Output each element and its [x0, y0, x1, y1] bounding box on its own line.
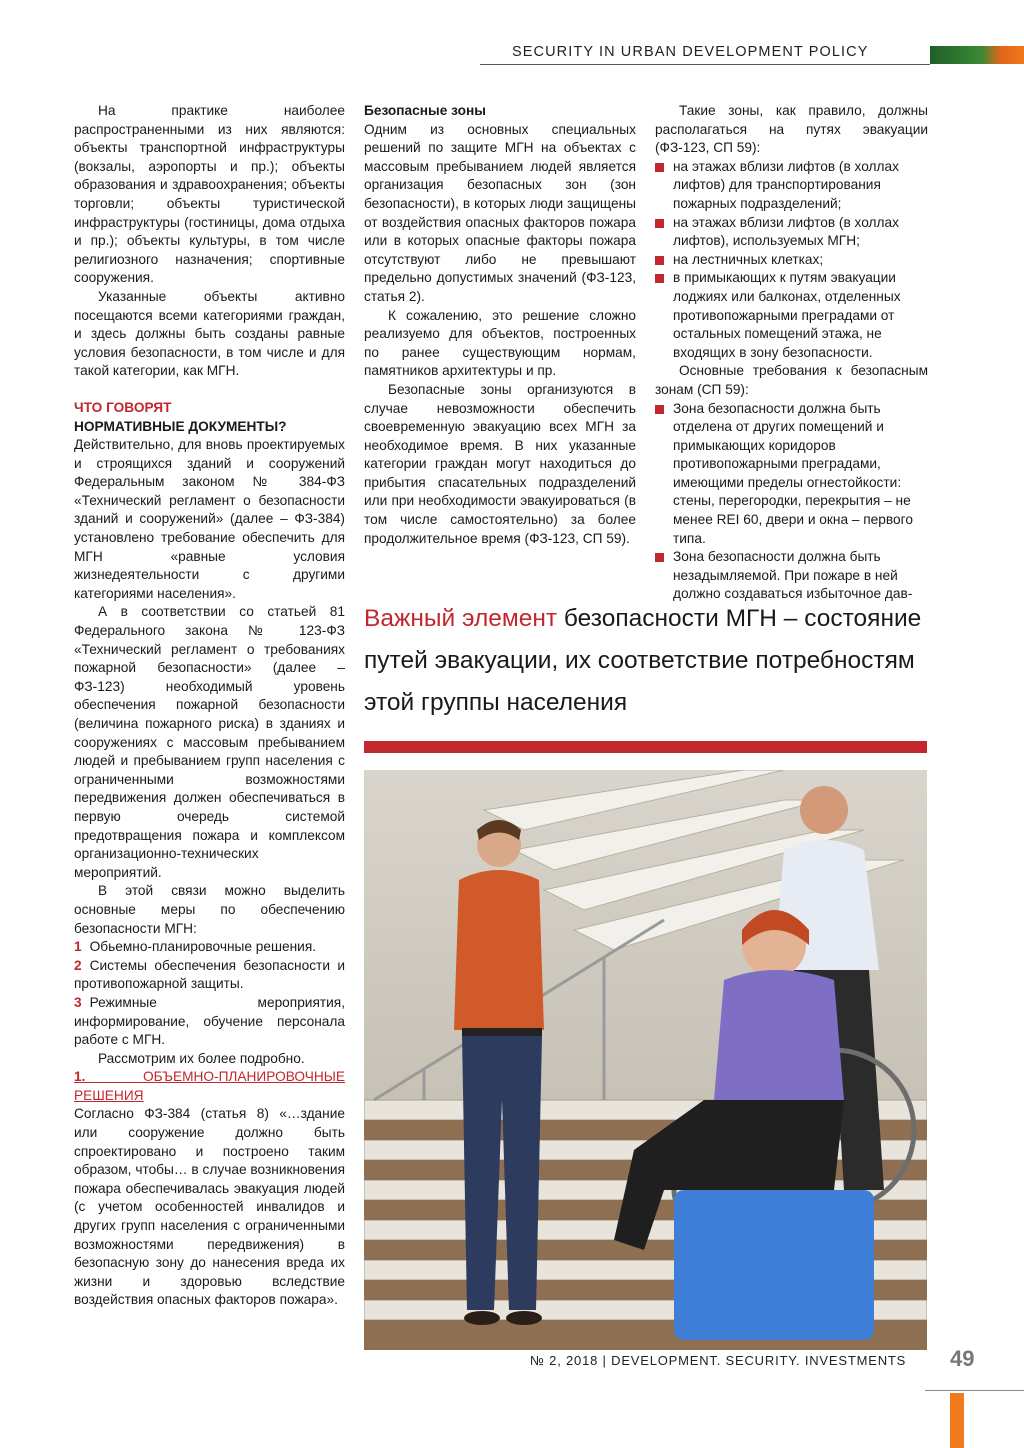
- subsection-title: ОБЪЕМНО-ПЛАНИРОВОЧНЫЕ РЕШЕНИЯ: [74, 1069, 345, 1103]
- bullet-item: [655, 251, 928, 270]
- paragraph: Согласно ФЗ-384 (статья 8) «…здание или сооружение должно быть спроектировано и построено таким образом, чтобы… в случае возникновения пожара обеспечивалась эвакуация людей (с учетом особенностей инвалидов и других групп населения с ограниченными возможностями передвижения) в безопасную зону до нанесения вреда их жизни и здоровью вследствие воздействия опасных факторов пожара».: [74, 1106, 345, 1308]
- paragraph: Безопасные зоны организуются в случае невозможности обеспечить своевременную эвакуацию всех МГН за необходимое время. В них указанные категории граждан могут находиться до прибытия спасательных подразделений или при необходимости эвакуироваться (в том числе самостоятельно) за более продолжительное время (ФЗ-123, СП 59).: [364, 381, 636, 546]
- item-text: Режимные мероприятия, информирование, обучение персонала работе с МГН.: [74, 994, 345, 1048]
- bullet-text: в примыкающих к путям эвакуации лоджиях или балконах, отделенных противопожарными преградами от остальных помещений этажа, не входящих в зону безопасности.: [673, 270, 901, 360]
- bullet-square-icon: [655, 274, 664, 283]
- stair-climber: [674, 1190, 874, 1340]
- article-photo: [364, 770, 927, 1350]
- item-number: 1: [74, 939, 82, 955]
- paragraph: В этой связи можно выделить основные меры по обеспечению безопасности МГН:: [74, 883, 345, 936]
- bullet-text: Зона безопасности должна быть незадымляемой. При пожаре в ней должно создаваться избыточное дав-: [673, 549, 913, 602]
- paragraph: Одним из основных специальных решений по защите МГН на объектах с массовым пребыванием людей является организация безопасных зон (зон безопасности), в которых люди защищены от воздействия опасных факторов пожара или в которых опасные факторы пожара отсутствуют либо не превышают предельно допустимых значений (ФЗ-123, статья 2).: [364, 121, 636, 304]
- bullet-text: Зона безопасности должна быть отделена от других помещений и примыкающих коридоров противопожарными преградами, имеющими пределы огнестойкости: стены, перегородки, перекрытия – не менее REI 60, двери и окна – первого типа.: [673, 400, 913, 546]
- item-text: Обьемно-планировочные решения.: [89, 939, 317, 955]
- section-heading: НОРМАТИВНЫЕ ДОКУМЕНТЫ?: [74, 418, 287, 434]
- numbered-item: [74, 994, 345, 1050]
- bullet-square-icon: [655, 256, 664, 265]
- subsection-heading: [74, 1068, 345, 1105]
- bullet-square-icon: [655, 405, 664, 414]
- header-rule: [480, 64, 930, 65]
- column-3: [655, 102, 928, 604]
- paragraph: Действительно, для вновь проектируемых и строящихся зданий и сооружений Федеральным законом № 384-ФЗ «Технический регламент о безопасности зданий и сооружений» (далее – ФЗ-384) установлено требование обеспечить для МГН «равные условия жизнедеятельности с другими категориями населения».: [74, 437, 345, 601]
- staircase-photo-illustration: [364, 770, 927, 1350]
- footer-issue: № 2, 2018 | DEVELOPMENT. SECURITY. INVESTMENTS: [530, 1353, 907, 1368]
- footer-rule: [925, 1390, 1024, 1391]
- header-color-bar: [930, 46, 1024, 64]
- bullet-square-icon: [655, 219, 664, 228]
- bullet-item: [655, 269, 928, 362]
- pull-quote-text: безопасности МГН – состояние путей эвакуации, их соответствие потребностям этой группы населения: [364, 605, 922, 716]
- bullet-item: [655, 158, 928, 214]
- paragraph: Рассмотрим их более подробно.: [98, 1050, 305, 1066]
- pull-quote: [364, 598, 924, 724]
- bullet-text: на лестничных клетках;: [673, 251, 824, 267]
- pull-quote-highlight: Важный элемент: [364, 605, 558, 632]
- paragraph: А в соответствии со статьей 81 Федерального закона № 123-ФЗ «Технический регламент о требованиях пожарной безопасности» (далее – ФЗ-123) необходимый уровень обеспечения пожарной безопасности (величина пожарного риска) в зданиях и сооружениях с массовым пребыванием людей и пребыванием групп населения с ограниченными возможностями передвижения должен обеспечиваться в первую очередь системой предотвращения пожара и комплексом организационно-технических мероприятий.: [74, 604, 345, 880]
- item-text: Системы обеспечения безопасности и противопожарной защиты.: [74, 957, 345, 992]
- paragraph: Указанные объекты активно посещаются всеми категориями граждан, и здесь должны быть созданы равные условия безопасности, в том числе и для такой категории, как МГН.: [74, 288, 345, 379]
- footer-color-bar: [950, 1393, 964, 1448]
- column-2: [364, 102, 636, 548]
- numbered-item: [74, 938, 345, 957]
- section-heading-red: ЧТО ГОВОРЯТ: [74, 399, 172, 415]
- paragraph: На практике наиболее распространенными из них являются: объекты транспортной инфраструктуры (вокзалы, аэропорты и пр.); объекты образования и здравоохранения; объекты торговли; объекты туристической инфраструктуры (гостиницы, дома отдыха и пр.); объекты культуры, в том числе религиозного назначения; спортивные сооружения.: [74, 103, 345, 286]
- bullet-item: [655, 548, 928, 604]
- paragraph: К сожалению, это решение сложно реализуемо для объектов, построенных по ранее существующим нормам, памятников архитектуры и пр.: [364, 307, 636, 379]
- subheading: Безопасные зоны: [364, 103, 486, 118]
- paragraph: Такие зоны, как правило, должны располагаться на путях эвакуации (ФЗ-123, СП 59):: [655, 103, 928, 156]
- paragraph: Основные требования к безопасным зонам (СП 59):: [655, 363, 928, 397]
- item-number: 3: [74, 994, 82, 1010]
- column-1: [74, 102, 345, 1310]
- bullet-item: [655, 400, 928, 549]
- item-number: 2: [74, 957, 82, 973]
- pull-quote-bar: [364, 741, 927, 753]
- bullet-square-icon: [655, 553, 664, 562]
- numbered-item: [74, 957, 345, 994]
- bullet-text: на этажах вблизи лифтов (в холлах лифтов) для транспортирования пожарных подразделений;: [673, 158, 899, 211]
- page-number: 49: [950, 1346, 975, 1371]
- running-header: SECURITY IN URBAN DEVELOPMENT POLICY: [512, 44, 869, 60]
- bullet-text: на этажах вблизи лифтов (в холлах лифтов), используемых МГН;: [673, 214, 899, 249]
- bullet-item: [655, 214, 928, 251]
- subsection-number: 1.: [74, 1069, 86, 1085]
- bullet-square-icon: [655, 163, 664, 172]
